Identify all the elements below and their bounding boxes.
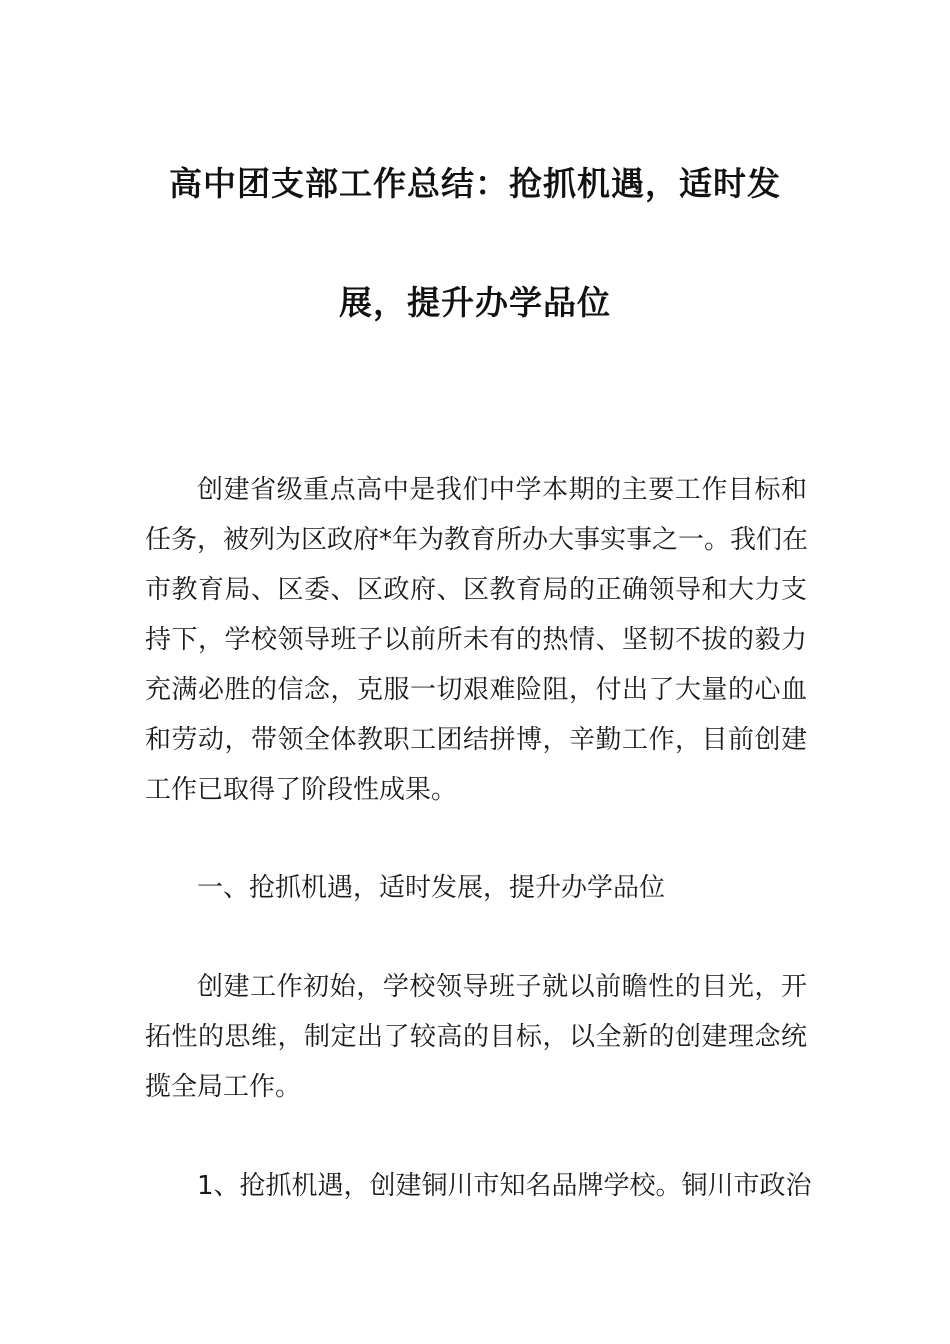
paragraph-section-intro [145, 962, 807, 1112]
paragraph-line: 工作已取得了阶段性成果。 [145, 775, 458, 805]
paragraph-item-1 [145, 1161, 812, 1211]
paragraph-line: 创建工作初始，学校领导班子就以前瞻性的目光，开 [197, 972, 807, 1002]
paragraph-line: 市教育局、区委、区政府、区教育局的正确领导和大力支 [145, 575, 807, 605]
paragraph-line: 和劳动，带领全体教职工团结拼博，辛勤工作，目前创建 [145, 725, 807, 755]
paragraph-line: 持下，学校领导班子以前所未有的热情、坚韧不拔的毅力 [145, 625, 807, 655]
document-title-line-2: 展，提升办学品位 [339, 283, 611, 322]
section-heading [145, 863, 807, 913]
paragraph-line: 揽全局工作。 [145, 1072, 302, 1102]
paragraph-intro [145, 465, 807, 815]
paragraph-line: 拓性的思维，制定出了较高的目标，以全新的创建理念统 [145, 1022, 807, 1052]
section-heading-text: 一、抢抓机遇，适时发展，提升办学品位 [197, 873, 666, 903]
paragraph-line: 任务，被列为区政府*年为教育所办大事实事之一。我们在 [145, 525, 809, 555]
paragraph-line: 创建省级重点高中是我们中学本期的主要工作目标和 [197, 475, 807, 505]
paragraph-line: 充满必胜的信念，克服一切艰难险阻，付出了大量的心血 [145, 675, 807, 705]
document-title-line-1: 高中团支部工作总结：抢抓机遇，适时发 [169, 164, 781, 203]
paragraph-line: 1、抢抓机遇，创建铜川市知名品牌学校。铜川市政治 [197, 1171, 812, 1201]
